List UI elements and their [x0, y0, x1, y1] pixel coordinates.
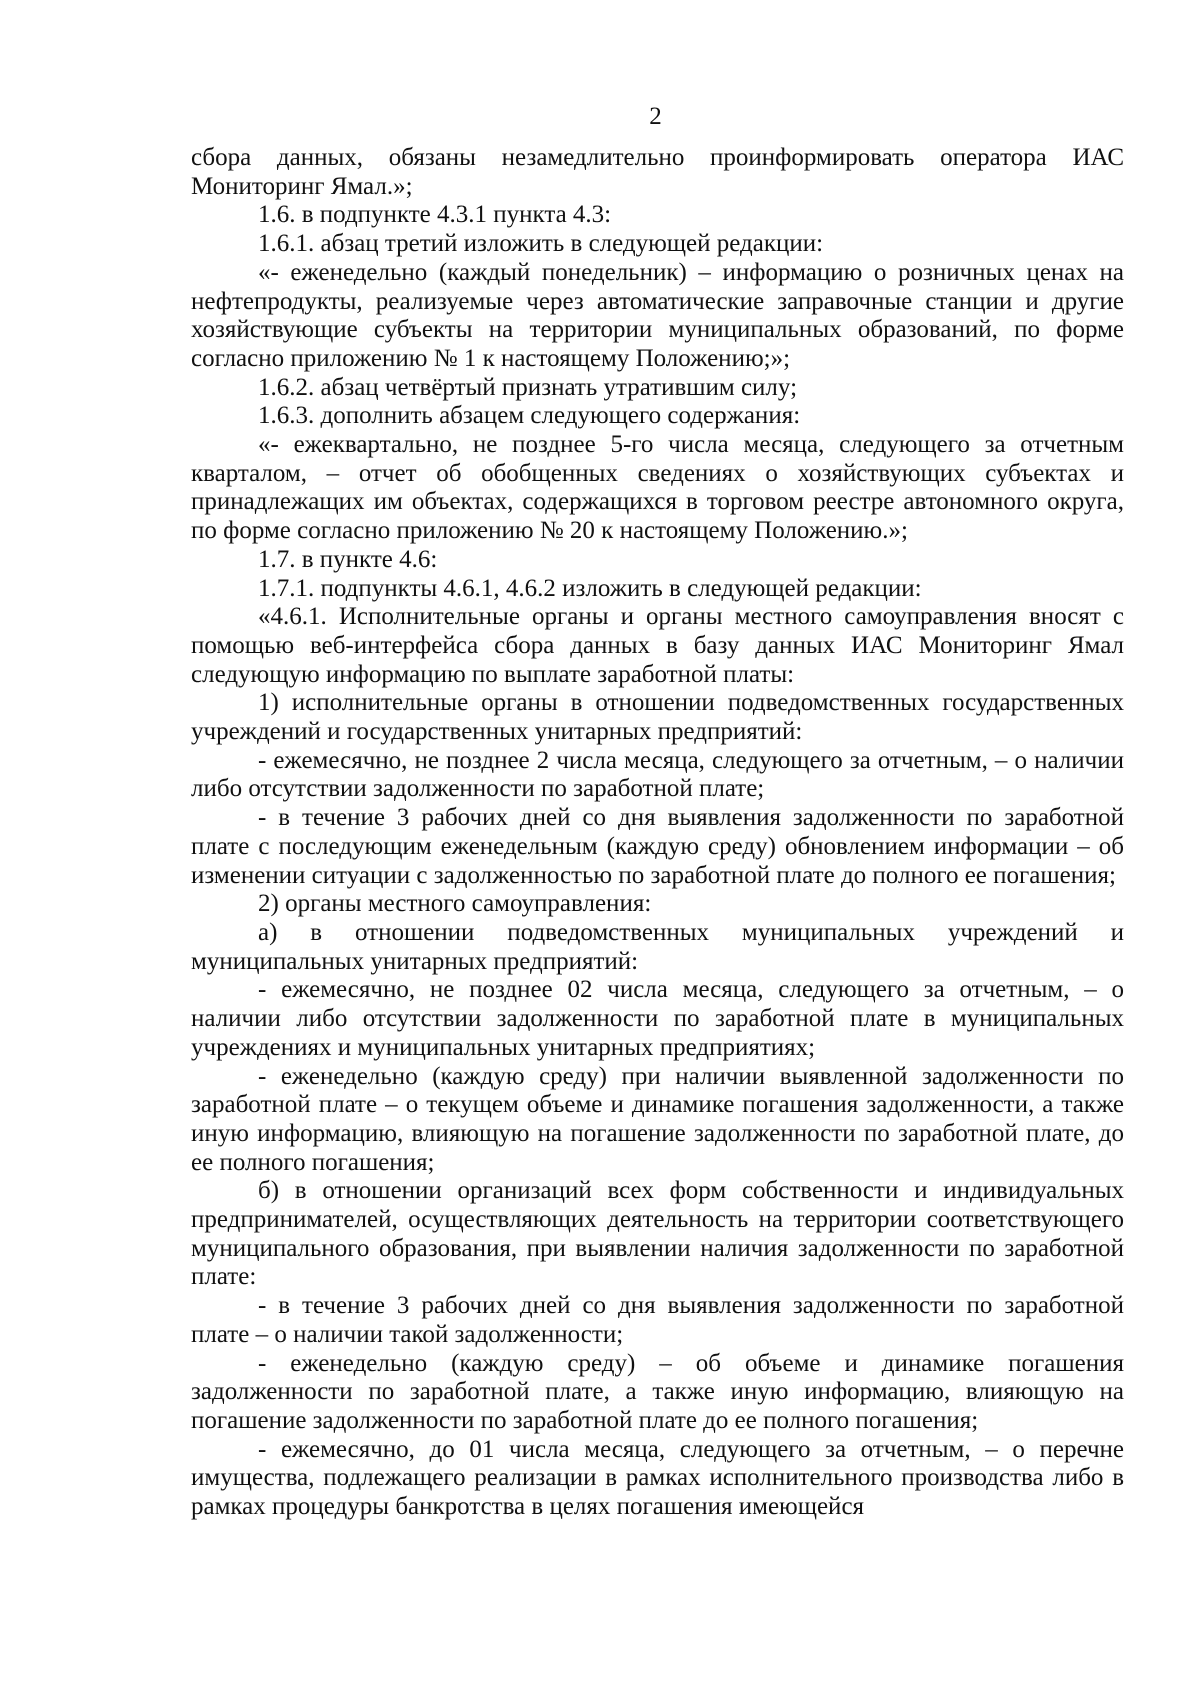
paragraph: а) в отношении подведомственных муниципальных учреждений и муниципальных унитарных предприятий:: [191, 918, 1124, 975]
paragraph: - в течение 3 рабочих дней со дня выявления задолженности по заработной плате с последующим еженедельным (каждую среду) обновлением информации – об изменении ситуации с задолженностью по заработной плате до полного ее погашения;: [191, 804, 1124, 889]
paragraph: б) в отношении организаций всех форм собственности и индивидуальных предпринимателей, осуществляющих деятельность на территории соответствующего муниципального образования, при выявлении наличия задолженности по заработной плате:: [191, 1177, 1124, 1291]
paragraph: - ежемесячно, не позднее 02 числа месяца, следующего за отчетным, – о наличии либо отсутствии задолженности по заработной плате в муниципальных учреждениях и муниципальных унитарных предприятиях;: [191, 976, 1124, 1061]
document-body: [191, 144, 1124, 1522]
paragraph: сбора данных, обязаны незамедлительно проинформировать оператора ИАС Мониторинг Ямал.»;: [191, 144, 1124, 200]
paragraph: - в течение 3 рабочих дней со дня выявления задолженности по заработной плате – о наличии такой задолженности;: [191, 1292, 1124, 1348]
paragraph: - еженедельно (каждую среду) – об объеме и динамике погашения задолженности по заработной плате, а также иную информацию, влияющую на погашение задолженности по заработной плате до ее полного погашения;: [191, 1349, 1124, 1434]
paragraph: 1.6.1. абзац третий изложить в следующей редакции:: [258, 230, 824, 258]
paragraph: «4.6.1. Исполнительные органы и органы местного самоуправления вносят с помощью веб-интерфейса сбора данных в базу данных ИАС Мониторинг Ямал следующую информацию по выплате заработной платы:: [191, 603, 1124, 688]
page-number: 2: [649, 103, 662, 130]
paragraph: «- еженедельно (каждый понедельник) – информацию о розничных ценах на нефтепродукты, реализуемые через автоматические заправочные станции и другие хозяйствующие субъекты на территории муниципальных образований, по форме согласно приложению № 1 к настоящему Положению;»;: [191, 258, 1124, 372]
paragraph: - еженедельно (каждую среду) при наличии выявленной задолженности по заработной плате – о текущем объеме и динамике погашения задолженности, а также иную информацию, влияющую на погашение задолженности по заработной плате, до ее полного погашения;: [191, 1062, 1124, 1176]
paragraph: - ежемесячно, не позднее 2 числа месяца, следующего за отчетным, – о наличии либо отсутствии задолженности по заработной плате;: [191, 746, 1124, 803]
paragraph: 1.6.3. дополнить абзацем следующего содержания:: [258, 402, 801, 430]
paragraph: «- ежеквартально, не позднее 5-го числа месяца, следующего за отчетным кварталом, – отчет об обобщенных сведениях о хозяйствующих субъектах и принадлежащих им объектах, содержащихся в торговом реестре автономного округа, по форме согласно приложению № 20 к настоящему Положению.»;: [191, 431, 1124, 545]
paragraph: 1.7. в пункте 4.6:: [258, 545, 438, 573]
paragraph: 1.6.2. абзац четвёртый признать утратившим силу;: [258, 373, 798, 401]
paragraph: 2) органы местного самоуправления:: [258, 890, 652, 918]
paragraph: - ежемесячно, до 01 числа месяца, следующего за отчетным, – о перечне имущества, подлежащего реализации в рамках исполнительного производства либо в рамках процедуры банкротства в целях погашения имеющейся: [191, 1435, 1124, 1521]
paragraph: 1.6. в подпункте 4.3.1 пункта 4.3:: [258, 201, 612, 229]
paragraph: 1) исполнительные органы в отношении подведомственных государственных учреждений и государственных унитарных предприятий:: [191, 689, 1124, 746]
paragraph: 1.7.1. подпункты 4.6.1, 4.6.2 изложить в следующей редакции:: [258, 574, 922, 602]
